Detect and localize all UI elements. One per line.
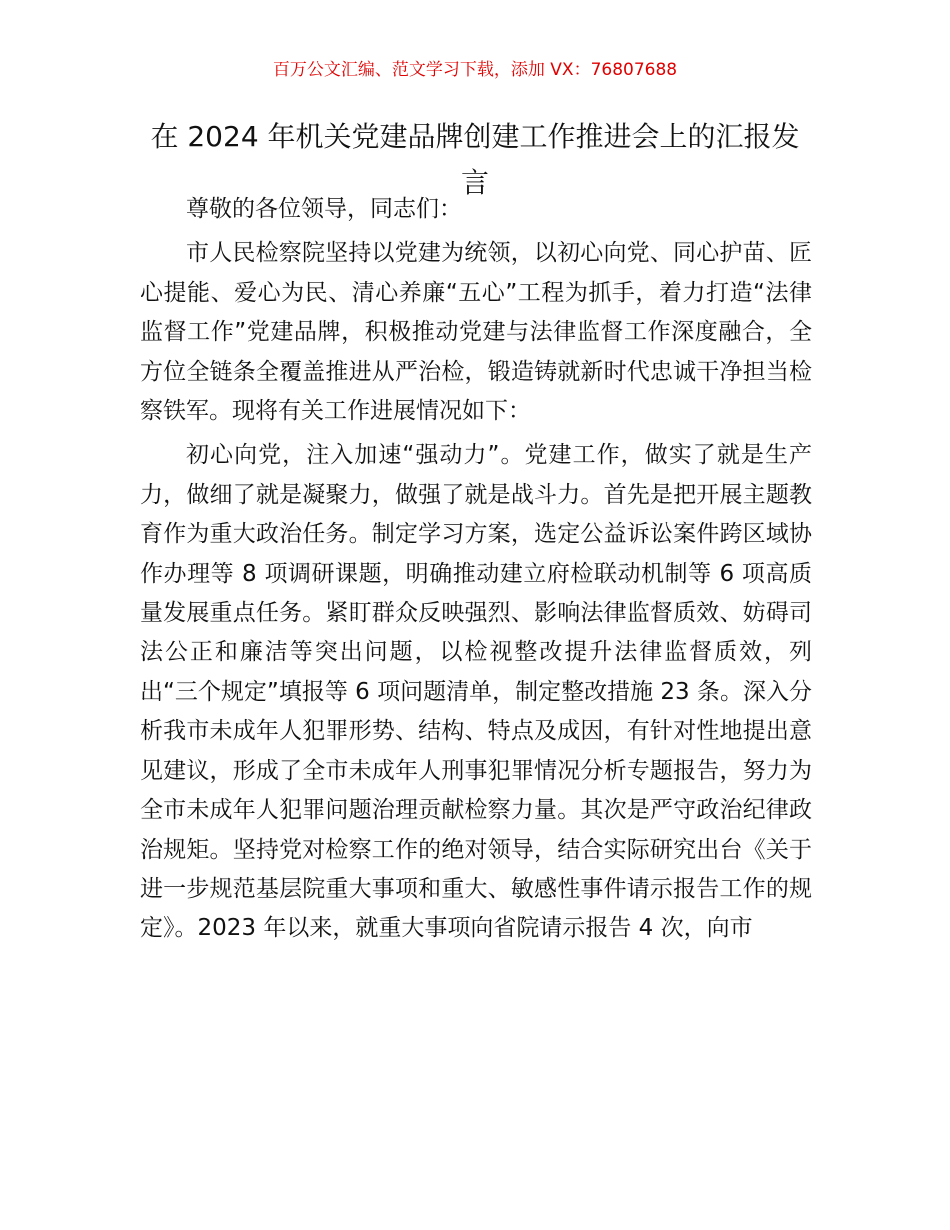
paragraph: 市人民检察院坚持以党建为统领，以初心向党、同心护苗、匠心提能、爱心为民、清心养廉“五心”工程为抓手，着力打造“法律监督工作”党建品牌，积极推动党建与法律监督工作深度融合，全方位全链条全覆盖推进从严治检，锻造铸就新时代忠诚干净担当检察铁军。现将有关工作进展情况如下： <box>140 240 812 425</box>
document-title: 在 2024 年机关党建品牌创建工作推进会上的汇报发言 <box>150 120 800 199</box>
paragraph: 初心向党，注入加速“强动力”。党建工作，做实了就是生产力，做细了就是凝聚力，做强了就是战斗力。首先是把开展主题教育作为重大政治任务。制定学习方案，选定公益诉讼案件跨区域协作办理等 8 项调研课题，明确推动建立府检联动机制等 6 项高质量发展重点任务。紧盯群众反映强烈、影响法律监督质效、妨碍司法公正和廉洁等突出问题，以检视整改提升法律监督质效，列出“三个规定”填报等 6 项问题清单，制定整改措施 23 条。深入分析我市未成年人犯罪形势、结构、特点及成因，有针对性地提出意见建议，形成了全市未成年人刑事犯罪情况分析专题报告，努力为全市未成年人犯罪问题治理贡献检察力量。其次是严守政治纪律政治规矩。坚持党对检察工作的绝对领导，结合实际研究出台《关于进一步规范基层院重大事项和重大、敏感性事件请示报告工作的规定》。2023 年以来，就重大事项向省院请示报告 4 次，向市 <box>140 442 812 942</box>
salutation: 尊敬的各位领导，同志们： <box>186 196 462 222</box>
header-watermark: 百万公文汇编、范文学习下载，添加 VX：76807688 <box>272 60 678 80</box>
document-body <box>140 190 812 954</box>
